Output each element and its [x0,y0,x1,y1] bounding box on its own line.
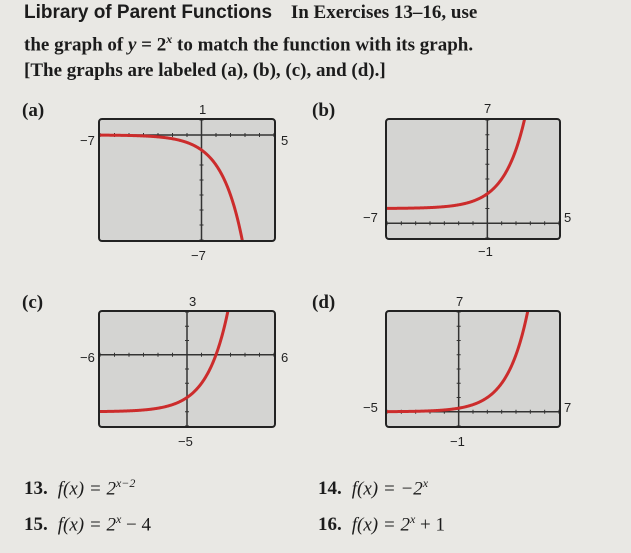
function-curve [100,312,229,412]
graph-b-top-tick: 7 [484,101,492,116]
exercise-13-pre: f(x) = 2 [57,478,116,500]
graph-d-label: (d) [312,292,336,313]
exercise-15-pre: f(x) = 2 [57,514,116,536]
exercise-15-exp: x [115,512,122,526]
exercise-15-num: 15. [24,514,48,536]
graph-d-plot [387,312,559,426]
graph-a-right-tick: 5 [281,133,289,148]
instruction-lead: In Exercises 13–16, use [290,2,478,23]
graph-c-label: (c) [22,292,44,313]
graph-c-plot [100,312,274,426]
graph-b-left-tick: −7 [363,210,378,225]
graph-c-right-tick: 6 [281,350,289,365]
function-curve [387,312,529,412]
graph-c-top-tick: 3 [189,294,197,309]
graph-d-screen [385,310,561,428]
graph-a-bottom-tick: −7 [191,248,206,263]
header-line-2 [24,32,473,56]
graph-b-right-tick: 5 [564,210,572,225]
graph-b-bottom-tick: −1 [478,244,493,259]
graph-a-top-tick: 1 [199,102,207,117]
exercise-16-exp: x [409,512,416,526]
graph-d-right-tick: 7 [564,400,572,415]
graph-c-left-tick: −6 [80,350,95,365]
exercise-16-pre: f(x) = 2 [351,514,410,536]
function-curve [387,120,526,208]
line2-exp: x [166,32,173,46]
function-curve [100,135,243,240]
exercise-15 [24,512,151,536]
exercise-14 [318,476,428,500]
graph-b-plot [387,120,559,238]
line2-eq: = 2 [136,34,167,56]
header-line-1 [24,2,477,24]
exercise-16-num: 16. [318,514,342,536]
exercise-16-post: + 1 [415,514,445,536]
graph-d-left-tick: −5 [363,400,378,415]
graph-b-screen [385,118,561,240]
exercise-14-pre: f(x) = −2 [351,478,423,500]
graph-a-left-tick: −7 [80,133,95,148]
line2-pre: the graph of [24,34,128,56]
exercise-14-exp: x [422,476,429,490]
line2-y: y [127,34,137,56]
exercise-16 [318,512,445,536]
graph-a-plot [100,120,274,240]
exercise-13-exp: x−2 [115,476,136,490]
graph-a-screen [98,118,276,242]
graph-b-label: (b) [312,100,336,121]
graph-c-screen [98,310,276,428]
exercise-13 [24,476,135,500]
exercise-15-post: − 4 [121,514,151,536]
section-title: Library of Parent Functions [24,2,273,23]
line2-post: to match the function with its graph. [172,34,474,56]
graph-d-top-tick: 7 [456,294,464,309]
graph-a-label: (a) [22,100,45,121]
exercise-14-num: 14. [318,478,342,500]
exercise-13-num: 13. [24,478,48,500]
graph-c-bottom-tick: −5 [178,434,193,449]
header-line-3: [The graphs are labeled (a), (b), (c), and (d).] [24,60,386,81]
graph-d-bottom-tick: −1 [450,434,465,449]
